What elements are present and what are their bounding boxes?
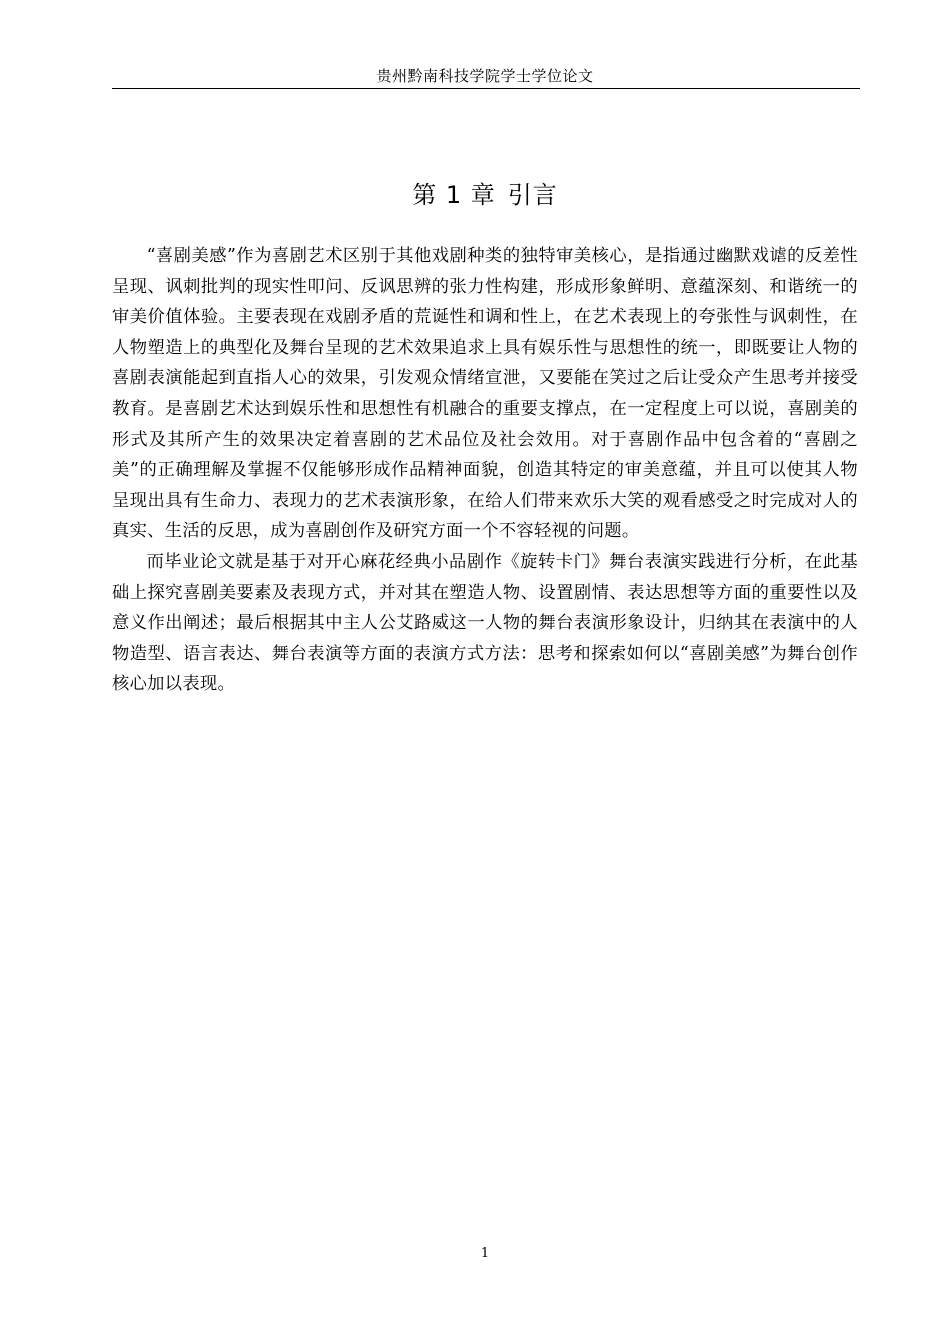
header-rule	[112, 88, 860, 89]
body-paragraph-1: “喜剧美感”作为喜剧艺术区别于其他戏剧种类的独特审美核心，是指通过幽默戏谑的反差性呈现、讽刺批判的现实性叩问、反讽思辨的张力性构建，形成形象鲜明、意蕴深刻、和谐统一的审美价值体验。主要表现在戏剧矛盾的荒诞性和调和性上，在艺术表现上的夸张性与讽刺性，在人物塑造上的典型化及舞台呈现的艺术效果追求上具有娱乐性与思想性的统一，即既要让人物的喜剧表演能起到直指人心的效果，引发观众情绪宣泄，又要能在笑过之后让受众产生思考并接受教育。是喜剧艺术达到娱乐性和思想性有机融合的重要支撑点，在一定程度上可以说，喜剧美的形式及其所产生的效果决定着喜剧的艺术品位及社会效用。对于喜剧作品中包含着的“喜剧之美”的正确理解及掌握不仅能够形成作品精神面貌，创造其特定的审美意蕴，并且可以使其人物呈现出具有生命力、表现力的艺术表演形象，在给人们带来欢乐大笑的观看感受之时完成对人的真实、生活的反思，成为喜剧创作及研究方面一个不容轻视的问题。	[112, 246, 858, 542]
body-paragraph-2: 而毕业论文就是基于对开心麻花经典小品剧作《旋转卡门》舞台表演实践进行分析，在此基础上探究喜剧美要素及表现方式，并对其在塑造人物、设置剧情、表达思想等方面的重要性以及意义作出阐述；最后根据其中主人公艾路威这一人物的舞台表演形象设计，归纳其在表演中的人物造型、语言表达、舞台表演等方面的表演方式方法：思考和探索如何以“喜剧美感”为舞台创作核心加以表现。	[112, 551, 858, 695]
chapter-heading: 引言	[507, 181, 558, 209]
page-number: 1	[480, 1246, 490, 1261]
chapter-title	[112, 178, 858, 212]
body-text	[112, 241, 858, 700]
running-header: 贵州黔南科技学院学士学位论文	[376, 67, 594, 85]
chapter-number: 第 1 章	[412, 181, 496, 209]
